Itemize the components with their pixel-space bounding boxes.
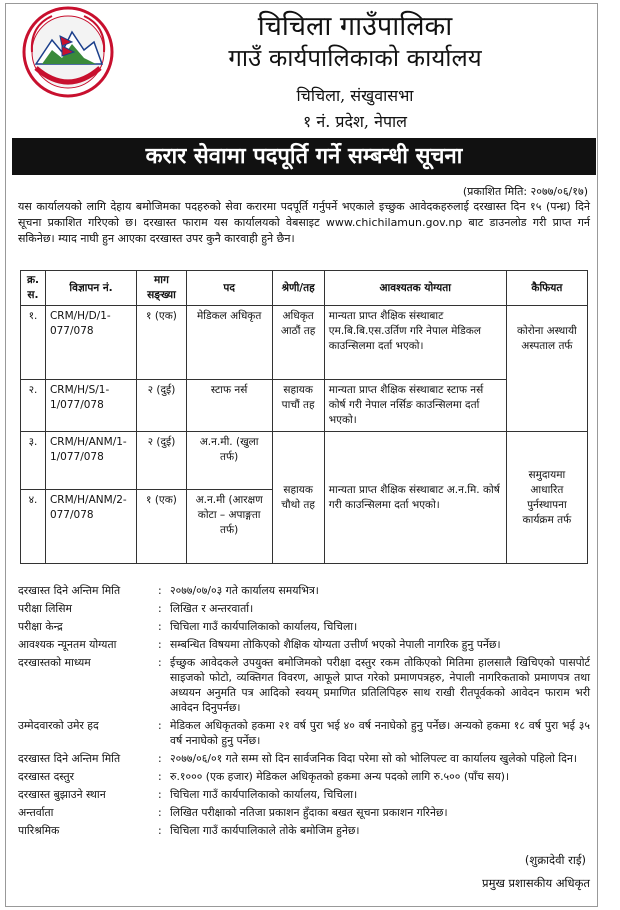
cell-qualification: मान्यता प्राप्त शैक्षिक संस्थाबाट अ.न.मि. कोर्ष गरी काउन्सिलमा दर्ता भएको। <box>324 432 506 564</box>
term-value: २०७७/०७/०३ गते कार्यालय समयभित्र। <box>170 584 319 597</box>
term-separator: : <box>158 638 162 651</box>
terms-list <box>18 583 590 841</box>
list-item <box>18 637 590 652</box>
office-name: गाउँ कार्यपालिकाको कार्यालय <box>228 44 482 72</box>
term-key: उम्मेदवारको उमेर हद <box>18 719 99 732</box>
term-key: पारिश्रमिक <box>18 824 60 837</box>
vacancy-table <box>20 270 588 564</box>
cell-adv: CRM/H/ANM/2-077/078 <box>45 490 136 564</box>
table-header-row <box>21 271 588 306</box>
term-value: चिचिला गाउँ कार्यपालिकाको कार्यालय, चिचिला। <box>170 620 358 633</box>
intro-paragraph: यस कार्यालयको लागि देहाय बमोजिमका पदहरुको सेवा करारमा पदपूर्ति गर्नुपर्ने भएकाले इच्छुक आवेदकहरुलाई दरखास्त दिन १५ (पन्ध्र) दिने सूचना प्रकाशित गरिएको छ। दरखास्त फाराम यस कार्यालयको वेबसाइट www.chichilamun.gov.np बाट डाउनलोड गरी प्राप्त गर्न सकिनेछ। म्याद नाघी हुन आएका दरखास्त उपर कुनै कारवाही हुने छैन। <box>18 200 590 245</box>
term-separator: : <box>158 620 162 633</box>
cell-demand: २ (दुई) <box>137 432 187 490</box>
cell-post: अ.न.मी. (खुला तर्फ) <box>186 432 272 490</box>
list-item <box>18 823 590 838</box>
term-separator: : <box>158 584 162 597</box>
cell-post: अ.न.मी (आरक्षण कोटा – अपाङ्गता तर्फ) <box>186 490 272 564</box>
office-location: चिचिला, संखुवासभा <box>296 86 414 105</box>
cell-post: स्टाफ नर्स <box>186 380 272 432</box>
cell-demand: १ (एक) <box>137 490 187 564</box>
list-item <box>18 619 590 634</box>
term-separator: : <box>158 656 162 669</box>
term-separator: : <box>158 752 162 765</box>
term-value: चिचिला गाउँ कार्यपालिकाको कार्यालय, चिचिला। <box>170 788 358 801</box>
cell-remarks: समुदायमा आधारित पुर्नस्थापना कार्यक्रम तर्फ <box>506 432 587 564</box>
term-value: २०७७/०६/०१ गते सम्म सो दिन सार्वजनिक विदा परेमा सो को भोलिपल्ट वा कार्यालय खुलेको पहिलो दिन। <box>170 752 577 765</box>
cell-level: अधिकृत आठौं तह <box>272 306 324 380</box>
list-item <box>18 655 590 715</box>
signatory-title: प्रमुख प्रशासकीय अधिकृत <box>482 876 590 890</box>
cell-adv: CRM/H/ANM/1-1/077/078 <box>45 432 136 490</box>
cell-demand: २ (दुई) <box>137 380 187 432</box>
term-key: दरखास्त दिने अन्तिम मिति <box>18 752 121 765</box>
term-value: मेडिकल अधिकृतको हकमा २१ वर्ष पुरा भई ४० वर्ष ननाघेको हुनु पर्नेछ। अन्यको हकमा १८ वर्ष पुरा भई ३५ वर्ष ननाघेको हुनु पर्नेछ। <box>170 719 590 747</box>
term-value: ईच्छुक आवेदकले उपयुक्त बमोजिमको परीक्षा दस्तुर रकम तोकिएको मितिमा हालसालै खिचिएको पासपोर्ट साइजको फोटो, व्यक्तिगत विवरण, आफूले प्राप्त गरेको प्रमाणपत्रहरु, नेपाली नागरिकताको प्रमाणपत्र तथा अध्ययन अनुमति पत्र आदिको स्वयम् प्रमाणित प्रतिलिपिहरु साथ राखी रीतपूर्वकको आवेदन फाराम भरी आवेदन दिनुपर्नछ। <box>170 656 590 714</box>
province-line: १ नं. प्रदेश, नेपाल <box>302 112 408 131</box>
col-header-demand: माग सङ्ख्या <box>137 271 187 306</box>
term-key: दरखास्त दस्तुर <box>18 770 75 783</box>
col-header-qualification: आवश्यतक योग्यता <box>324 271 506 306</box>
col-header-post: पद <box>186 271 272 306</box>
signatory-name: (शुक्रादेवी राई) <box>524 853 586 867</box>
cell-remarks: कोरोना अस्थायी अस्पताल तर्फ <box>506 306 587 432</box>
list-item <box>18 805 590 820</box>
cell-post: मेडिकल अधिकृत <box>186 306 272 380</box>
term-separator: : <box>158 788 162 801</box>
list-item <box>18 583 590 598</box>
list-item <box>18 787 590 802</box>
term-separator: : <box>158 824 162 837</box>
term-key: दरखास्तको माध्यम <box>18 656 91 669</box>
nepal-emblem-logo <box>22 6 114 98</box>
col-header-sn: क्र. स. <box>21 271 46 306</box>
term-value: लिखित र अन्तरवार्ता। <box>170 602 254 615</box>
cell-qualification: मान्यता प्राप्त शैक्षिक संस्थाबाट स्टाफ नर्स कोर्ष गरी नेपाल नर्सिङ काउन्सिलमा दर्ता भएको। <box>324 380 506 432</box>
cell-demand: १ (एक) <box>137 306 187 380</box>
term-separator: : <box>158 806 162 819</box>
term-separator: : <box>158 602 162 615</box>
cell-qualification: मान्यता प्राप्त शैक्षिक संस्थाबाट एम.बि.बि.एस.उर्तिण गरि नेपाल मेडिकल काउन्सिलमा दर्ता भएको। <box>324 306 506 380</box>
col-header-level: श्रेणी/तह <box>272 271 324 306</box>
cell-sn: २. <box>21 380 46 432</box>
term-key: दरखास्त बुझाउने स्थान <box>18 788 106 801</box>
table-row <box>21 380 588 432</box>
cell-level: सहायक चौथो तह <box>272 432 324 564</box>
list-item <box>18 601 590 616</box>
list-item <box>18 751 590 766</box>
table-row <box>21 432 588 490</box>
table-row <box>21 306 588 380</box>
col-header-adv: विज्ञापन नं. <box>45 271 136 306</box>
term-value: चिचिला गाउँ कार्यपालिकाले तोके बमोजिम हुनेछ। <box>170 824 360 837</box>
term-value: रु.१००० (एक हजार) मेडिकल अधिकृतको हकमा अन्य पदको लागि रु.५०० (पाँच सय)। <box>170 770 510 783</box>
notice-title-banner: करार सेवामा पदपूर्ति गर्ने सम्बन्धी सूचना <box>12 138 596 175</box>
cell-sn: ३. <box>21 432 46 490</box>
term-key: दरखास्त दिने अन्तिम मिति <box>18 584 121 597</box>
cell-adv: CRM/H/S/1-1/077/078 <box>45 380 136 432</box>
term-key: आवश्यक न्यूनतम योग्यता <box>18 638 117 651</box>
col-header-remarks: कैफियत <box>506 271 587 306</box>
list-item <box>18 769 590 784</box>
municipality-name: चिचिला गाउँपालिका <box>257 11 453 42</box>
cell-sn: १. <box>21 306 46 380</box>
cell-sn: ४. <box>21 490 46 564</box>
term-key: अन्तर्वाता <box>18 806 54 819</box>
term-separator: : <box>158 719 162 732</box>
published-date: (प्रकाशित मिति: २०७७/०६/१७) <box>462 185 588 198</box>
cell-level: सहायक पाचौं तह <box>272 380 324 432</box>
cell-adv: CRM/H/D/1-077/078 <box>45 306 136 380</box>
term-value: लिखित परीक्षाको नतिजा प्रकाशन हुँदाका बखत सूचना प्रकाशन गरिनेछ। <box>170 806 448 819</box>
term-key: परीक्षा लिसिम <box>18 602 72 615</box>
term-value: सम्बन्धित विषयमा तोकिएको शैक्षिक योग्यता उत्तीर्ण भएको नेपाली नागरिक हुनु पर्नेछ। <box>170 638 501 651</box>
term-key: परीक्षा केन्द्र <box>18 620 63 633</box>
term-separator: : <box>158 770 162 783</box>
list-item <box>18 718 590 748</box>
